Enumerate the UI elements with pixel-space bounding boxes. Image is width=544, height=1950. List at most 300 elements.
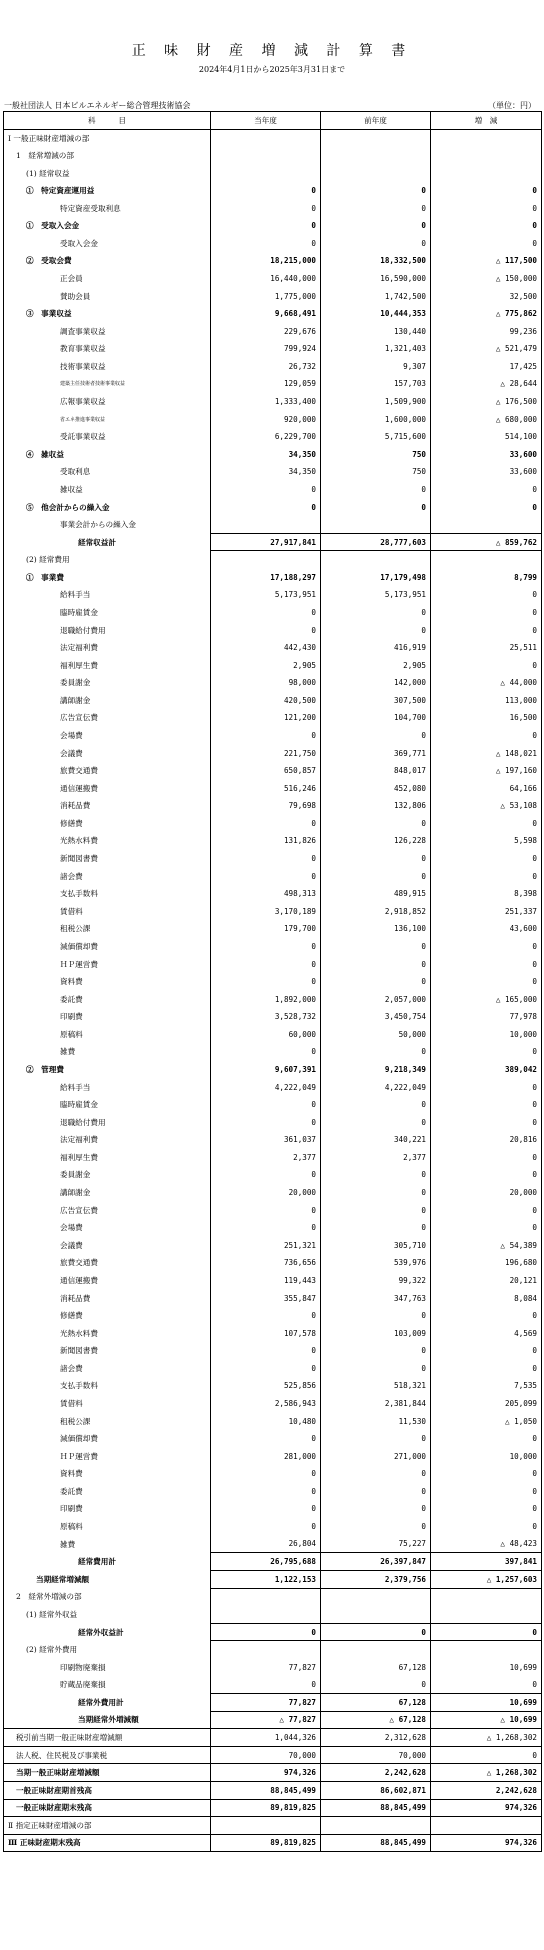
row-label: 消耗品費 [4,1289,211,1307]
row-label: 一般正味財産期首残高 [4,1781,211,1799]
row-label: 税引前当期一般正味財産増減額 [4,1729,211,1747]
row-label: 租税公課 [4,1412,211,1430]
change-value: 33,600 [431,463,542,481]
table-row [4,287,542,305]
current-year-value: 34,350 [211,463,321,481]
table-row [4,1447,542,1465]
current-year-value: 0 [211,498,321,516]
table-row [4,832,542,850]
table-row [4,533,542,551]
change-value: △ 117,500 [431,252,542,270]
change-value: 113,000 [431,692,542,710]
change-value: 251,337 [431,903,542,921]
prior-year-value: 88,845,499 [321,1834,431,1852]
table-row [4,1729,542,1747]
change-value: △ 859,762 [431,533,542,551]
prior-year-value: 369,771 [321,744,431,762]
prior-year-value: 1,509,900 [321,393,431,411]
row-label: 福利厚生費 [4,1149,211,1167]
row-label: 教育事業収益 [4,340,211,358]
change-value: 0 [431,621,542,639]
row-label: 委託費 [4,990,211,1008]
change-value: 0 [431,973,542,991]
table-row [4,410,542,428]
change-value: 0 [431,199,542,217]
current-year-value: 89,819,825 [211,1799,321,1817]
prior-year-value: 75,227 [321,1535,431,1553]
change-value: 0 [431,498,542,516]
table-row [4,1307,542,1325]
table-row [4,498,542,516]
prior-year-value: 347,763 [321,1289,431,1307]
row-label: (1) 経常収益 [4,164,211,182]
table-row [4,1219,542,1237]
table-row [4,1623,542,1641]
prior-year-value: 1,600,000 [321,410,431,428]
table-row [4,1430,542,1448]
current-year-value: 34,350 [211,445,321,463]
document-title: 正 味 財 産 増 減 計 算 書 [131,43,413,59]
change-value: △ 54,389 [431,1237,542,1255]
current-year-value: 516,246 [211,779,321,797]
prior-year-value: 157,703 [321,375,431,393]
prior-year-value: 0 [321,1342,431,1360]
change-value: 0 [431,217,542,235]
row-label: 消耗品費 [4,797,211,815]
row-label: 原稿料 [4,1518,211,1536]
prior-year-value: 4,222,049 [321,1078,431,1096]
current-year-value: 26,732 [211,358,321,376]
prior-year-value: 0 [321,727,431,745]
table-row [4,1694,542,1712]
change-value: 0 [431,1465,542,1483]
prior-year-value: 0 [321,973,431,991]
prior-year-value: 0 [321,481,431,499]
prior-year-value: 17,179,498 [321,569,431,587]
current-year-value: 9,668,491 [211,305,321,323]
row-label: 2 経常外増減の部 [4,1588,211,1606]
current-year-value: 221,750 [211,744,321,762]
current-year-value: 131,826 [211,832,321,850]
prior-year-value [321,551,431,569]
current-year-value [211,129,321,147]
change-value: 32,500 [431,287,542,305]
row-label: 雑費 [4,1043,211,1061]
current-year-value: 2,377 [211,1149,321,1167]
table-row [4,815,542,833]
row-label: 印刷物廃棄損 [4,1658,211,1676]
table-row [4,1606,542,1624]
table-row [4,920,542,938]
current-year-value: 0 [211,1201,321,1219]
change-value: 33,600 [431,445,542,463]
prior-year-value: 750 [321,463,431,481]
current-year-value: 0 [211,1483,321,1501]
table-row [4,1535,542,1553]
prior-year-value: 0 [321,1096,431,1114]
table-row [4,973,542,991]
change-value: △ 10,699 [431,1711,542,1729]
current-year-value [211,1817,321,1835]
table-row [4,569,542,587]
table-row [4,445,542,463]
current-year-value: 0 [211,1096,321,1114]
row-label: ① 事業費 [4,569,211,587]
current-year-value: 281,000 [211,1447,321,1465]
table-row [4,1237,542,1255]
current-year-value: 251,321 [211,1237,321,1255]
change-value: 0 [431,955,542,973]
table-row [4,744,542,762]
table-row [4,1131,542,1149]
prior-year-value: 416,919 [321,639,431,657]
current-year-value: 0 [211,867,321,885]
unit-label: （単位：円） [488,101,536,110]
prior-year-value: 452,080 [321,779,431,797]
current-year-value: 0 [211,1360,321,1378]
change-value: 0 [431,1219,542,1237]
change-value: 0 [431,1166,542,1184]
prior-year-value: 271,000 [321,1447,431,1465]
prior-year-value: 750 [321,445,431,463]
current-year-value: △ 77,827 [211,1711,321,1729]
current-year-value: 0 [211,621,321,639]
row-label: 会場費 [4,727,211,745]
prior-year-value: 0 [321,182,431,200]
row-label: 委員謝金 [4,1166,211,1184]
change-value: 0 [431,1623,542,1641]
prior-year-value: 539,976 [321,1254,431,1272]
row-label: ① 特定資産運用益 [4,182,211,200]
change-value: 10,000 [431,1447,542,1465]
table-row [4,1360,542,1378]
current-year-value: 2,586,943 [211,1395,321,1413]
table-row [4,1096,542,1114]
row-label: 支払手数料 [4,885,211,903]
prior-year-value: 130,440 [321,322,431,340]
change-value: 0 [431,850,542,868]
change-value [431,1588,542,1606]
row-label: 臨時雇賃金 [4,604,211,622]
row-label: 会議費 [4,744,211,762]
prior-year-value: 0 [321,938,431,956]
change-value: △ 148,021 [431,744,542,762]
table-row [4,990,542,1008]
current-year-value [211,516,321,534]
row-label: 退職給付費用 [4,621,211,639]
change-value: 0 [431,1201,542,1219]
table-row [4,727,542,745]
change-value: △ 165,000 [431,990,542,1008]
change-value: 389,042 [431,1061,542,1079]
current-year-value: 1,892,000 [211,990,321,1008]
header-account: 科 目 [4,112,211,130]
prior-year-value: 2,242,628 [321,1764,431,1782]
change-value: △ 48,423 [431,1535,542,1553]
row-label: 一般正味財産期末残高 [4,1799,211,1817]
change-value: 8,084 [431,1289,542,1307]
row-label: 諸会費 [4,867,211,885]
current-year-value: 0 [211,727,321,745]
table-row [4,1711,542,1729]
current-year-value: 121,200 [211,709,321,727]
row-label: 修繕費 [4,1307,211,1325]
table-row [4,1342,542,1360]
table-row [4,1570,542,1588]
table-row [4,1500,542,1518]
prior-year-value: 26,397,847 [321,1553,431,1571]
table-row [4,147,542,165]
row-label: (2) 経常外費用 [4,1641,211,1659]
change-value [431,147,542,165]
prior-year-value: 86,602,871 [321,1781,431,1799]
table-row [4,463,542,481]
change-value: 0 [431,586,542,604]
row-label: 会議費 [4,1237,211,1255]
row-label: 雑費 [4,1535,211,1553]
prior-year-value: 0 [321,1043,431,1061]
row-label: 光熱水料費 [4,832,211,850]
table-row [4,1113,542,1131]
prior-year-value: 5,173,951 [321,586,431,604]
change-value: 0 [431,235,542,253]
header-prior-year: 前年度 [321,112,431,130]
table-row [4,322,542,340]
current-year-value: 26,795,688 [211,1553,321,1571]
header-current-year: 当年度 [211,112,321,130]
current-year-value: 0 [211,1623,321,1641]
change-value: 0 [431,1149,542,1167]
current-year-value: 129,059 [211,375,321,393]
change-value: △ 28,644 [431,375,542,393]
current-year-value: 0 [211,1113,321,1131]
table-row [4,481,542,499]
prior-year-value: 0 [321,498,431,516]
current-year-value: 0 [211,1307,321,1325]
table-row [4,779,542,797]
row-label: Ⅲ 正味財産期末残高 [4,1834,211,1852]
table-row [4,656,542,674]
table-row [4,1746,542,1764]
prior-year-value: 0 [321,1430,431,1448]
row-label: 資料費 [4,1465,211,1483]
table-row [4,1026,542,1044]
change-value: 0 [431,1078,542,1096]
change-value: 0 [431,182,542,200]
prior-year-value: 3,450,754 [321,1008,431,1026]
row-label: 雑収益 [4,481,211,499]
prior-year-value: 16,590,000 [321,270,431,288]
table-row [4,375,542,393]
row-label: 新聞図書費 [4,850,211,868]
current-year-value: 920,000 [211,410,321,428]
change-value: 0 [431,1043,542,1061]
change-value: 10,699 [431,1694,542,1712]
change-value: 0 [431,1430,542,1448]
table-row [4,639,542,657]
row-label: 特定資産受取利息 [4,199,211,217]
change-value: △ 1,268,302 [431,1764,542,1782]
current-year-value: 18,215,000 [211,252,321,270]
prior-year-value: 0 [321,235,431,253]
change-value: 0 [431,1360,542,1378]
table-row [4,235,542,253]
row-label: Ⅰ 一般正味財産増減の部 [4,129,211,147]
current-year-value: 0 [211,1166,321,1184]
row-label: 広告宣伝費 [4,709,211,727]
table-row [4,199,542,217]
table-row [4,1781,542,1799]
row-label: 事業会計からの繰入金 [4,516,211,534]
row-label: 正会員 [4,270,211,288]
prior-year-value: 103,009 [321,1324,431,1342]
change-value: 10,699 [431,1658,542,1676]
table-row [4,1078,542,1096]
current-year-value: 10,480 [211,1412,321,1430]
current-year-value: 1,044,326 [211,1729,321,1747]
row-label: ② 管理費 [4,1061,211,1079]
current-year-value: 0 [211,850,321,868]
current-year-value: 0 [211,1342,321,1360]
table-row [4,621,542,639]
change-value [431,129,542,147]
table-row [4,1149,542,1167]
row-label: 講師謝金 [4,1184,211,1202]
change-value: 8,799 [431,569,542,587]
current-year-value: 2,905 [211,656,321,674]
current-year-value: 1,775,000 [211,287,321,305]
row-label: 諸会費 [4,1360,211,1378]
organization-name: 一般社団法人 日本ビルエネルギー総合管理技術協会 [4,101,191,110]
row-label: 臨時雇賃金 [4,1096,211,1114]
prior-year-value: 518,321 [321,1377,431,1395]
current-year-value [211,1606,321,1624]
change-value [431,1817,542,1835]
prior-year-value [321,164,431,182]
prior-year-value: 104,700 [321,709,431,727]
prior-year-value: 50,000 [321,1026,431,1044]
prior-year-value: 340,221 [321,1131,431,1149]
row-label: 給料手当 [4,1078,211,1096]
prior-year-value: 0 [321,1465,431,1483]
change-value [431,1606,542,1624]
prior-year-value: 0 [321,1623,431,1641]
table-row [4,867,542,885]
table-header-row [4,112,542,130]
row-label: 給料手当 [4,586,211,604]
table-row [4,1799,542,1817]
current-year-value: 0 [211,1676,321,1694]
current-year-value: 88,845,499 [211,1781,321,1799]
prior-year-value [321,147,431,165]
fiscal-period: 2024年4月1日から2025年3月31日まで [198,65,346,74]
row-label: 光熱水料費 [4,1324,211,1342]
table-row [4,762,542,780]
prior-year-value [321,516,431,534]
change-value: 25,511 [431,639,542,657]
prior-year-value: 11,530 [321,1412,431,1430]
prior-year-value [321,1588,431,1606]
prior-year-value: 142,000 [321,674,431,692]
row-label: 旅費交通費 [4,1254,211,1272]
table-body [4,129,542,1852]
row-label: 広報事業収益 [4,393,211,411]
row-label: ⑤ 他会計からの繰入金 [4,498,211,516]
table-row [4,1043,542,1061]
current-year-value [211,164,321,182]
prior-year-value: 2,057,000 [321,990,431,1008]
current-year-value: 27,917,841 [211,533,321,551]
change-value: 0 [431,1676,542,1694]
table-row [4,270,542,288]
change-value: △ 1,268,302 [431,1729,542,1747]
change-value: 0 [431,815,542,833]
current-year-value: 0 [211,973,321,991]
table-row [4,305,542,323]
row-label: 当期経常外増減額 [4,1711,211,1729]
row-label: 法人税、住民税及び事業税 [4,1746,211,1764]
table-row [4,516,542,534]
change-value: 5,598 [431,832,542,850]
table-row [4,217,542,235]
table-row [4,1289,542,1307]
table-row [4,340,542,358]
prior-year-value: 0 [321,1184,431,1202]
table-row [4,604,542,622]
current-year-value: 5,173,951 [211,586,321,604]
current-year-value: 107,578 [211,1324,321,1342]
change-value: 4,569 [431,1324,542,1342]
table-row [4,164,542,182]
table-row [4,1201,542,1219]
row-label: 賃借料 [4,1395,211,1413]
prior-year-value: 0 [321,1500,431,1518]
row-label: 受取利息 [4,463,211,481]
row-label: (1) 経常外収益 [4,1606,211,1624]
prior-year-value: 1,742,500 [321,287,431,305]
row-label: 1 経常増減の部 [4,147,211,165]
row-label: 退職給付費用 [4,1113,211,1131]
current-year-value: 799,924 [211,340,321,358]
change-value: △ 521,479 [431,340,542,358]
change-value: 974,326 [431,1799,542,1817]
row-label: 当期一般正味財産増減額 [4,1764,211,1782]
change-value: 7,535 [431,1377,542,1395]
change-value: 20,816 [431,1131,542,1149]
row-label: Ⅱ 指定正味財産増減の部 [4,1817,211,1835]
prior-year-value: 28,777,603 [321,533,431,551]
prior-year-value: 18,332,500 [321,252,431,270]
change-value: 0 [431,1342,542,1360]
prior-year-value: 0 [321,621,431,639]
table-row [4,1518,542,1536]
prior-year-value: 0 [321,867,431,885]
prior-year-value: 2,918,852 [321,903,431,921]
current-year-value [211,1588,321,1606]
current-year-value: 0 [211,1430,321,1448]
table-row [4,903,542,921]
prior-year-value: 132,806 [321,797,431,815]
change-value: 205,099 [431,1395,542,1413]
current-year-value: 650,857 [211,762,321,780]
row-label: ① 受取入会金 [4,217,211,235]
current-year-value: 26,804 [211,1535,321,1553]
change-value: 397,841 [431,1553,542,1571]
current-year-value: 361,037 [211,1131,321,1149]
row-label: 新聞図書費 [4,1342,211,1360]
current-year-value: 70,000 [211,1746,321,1764]
prior-year-value: 2,377 [321,1149,431,1167]
